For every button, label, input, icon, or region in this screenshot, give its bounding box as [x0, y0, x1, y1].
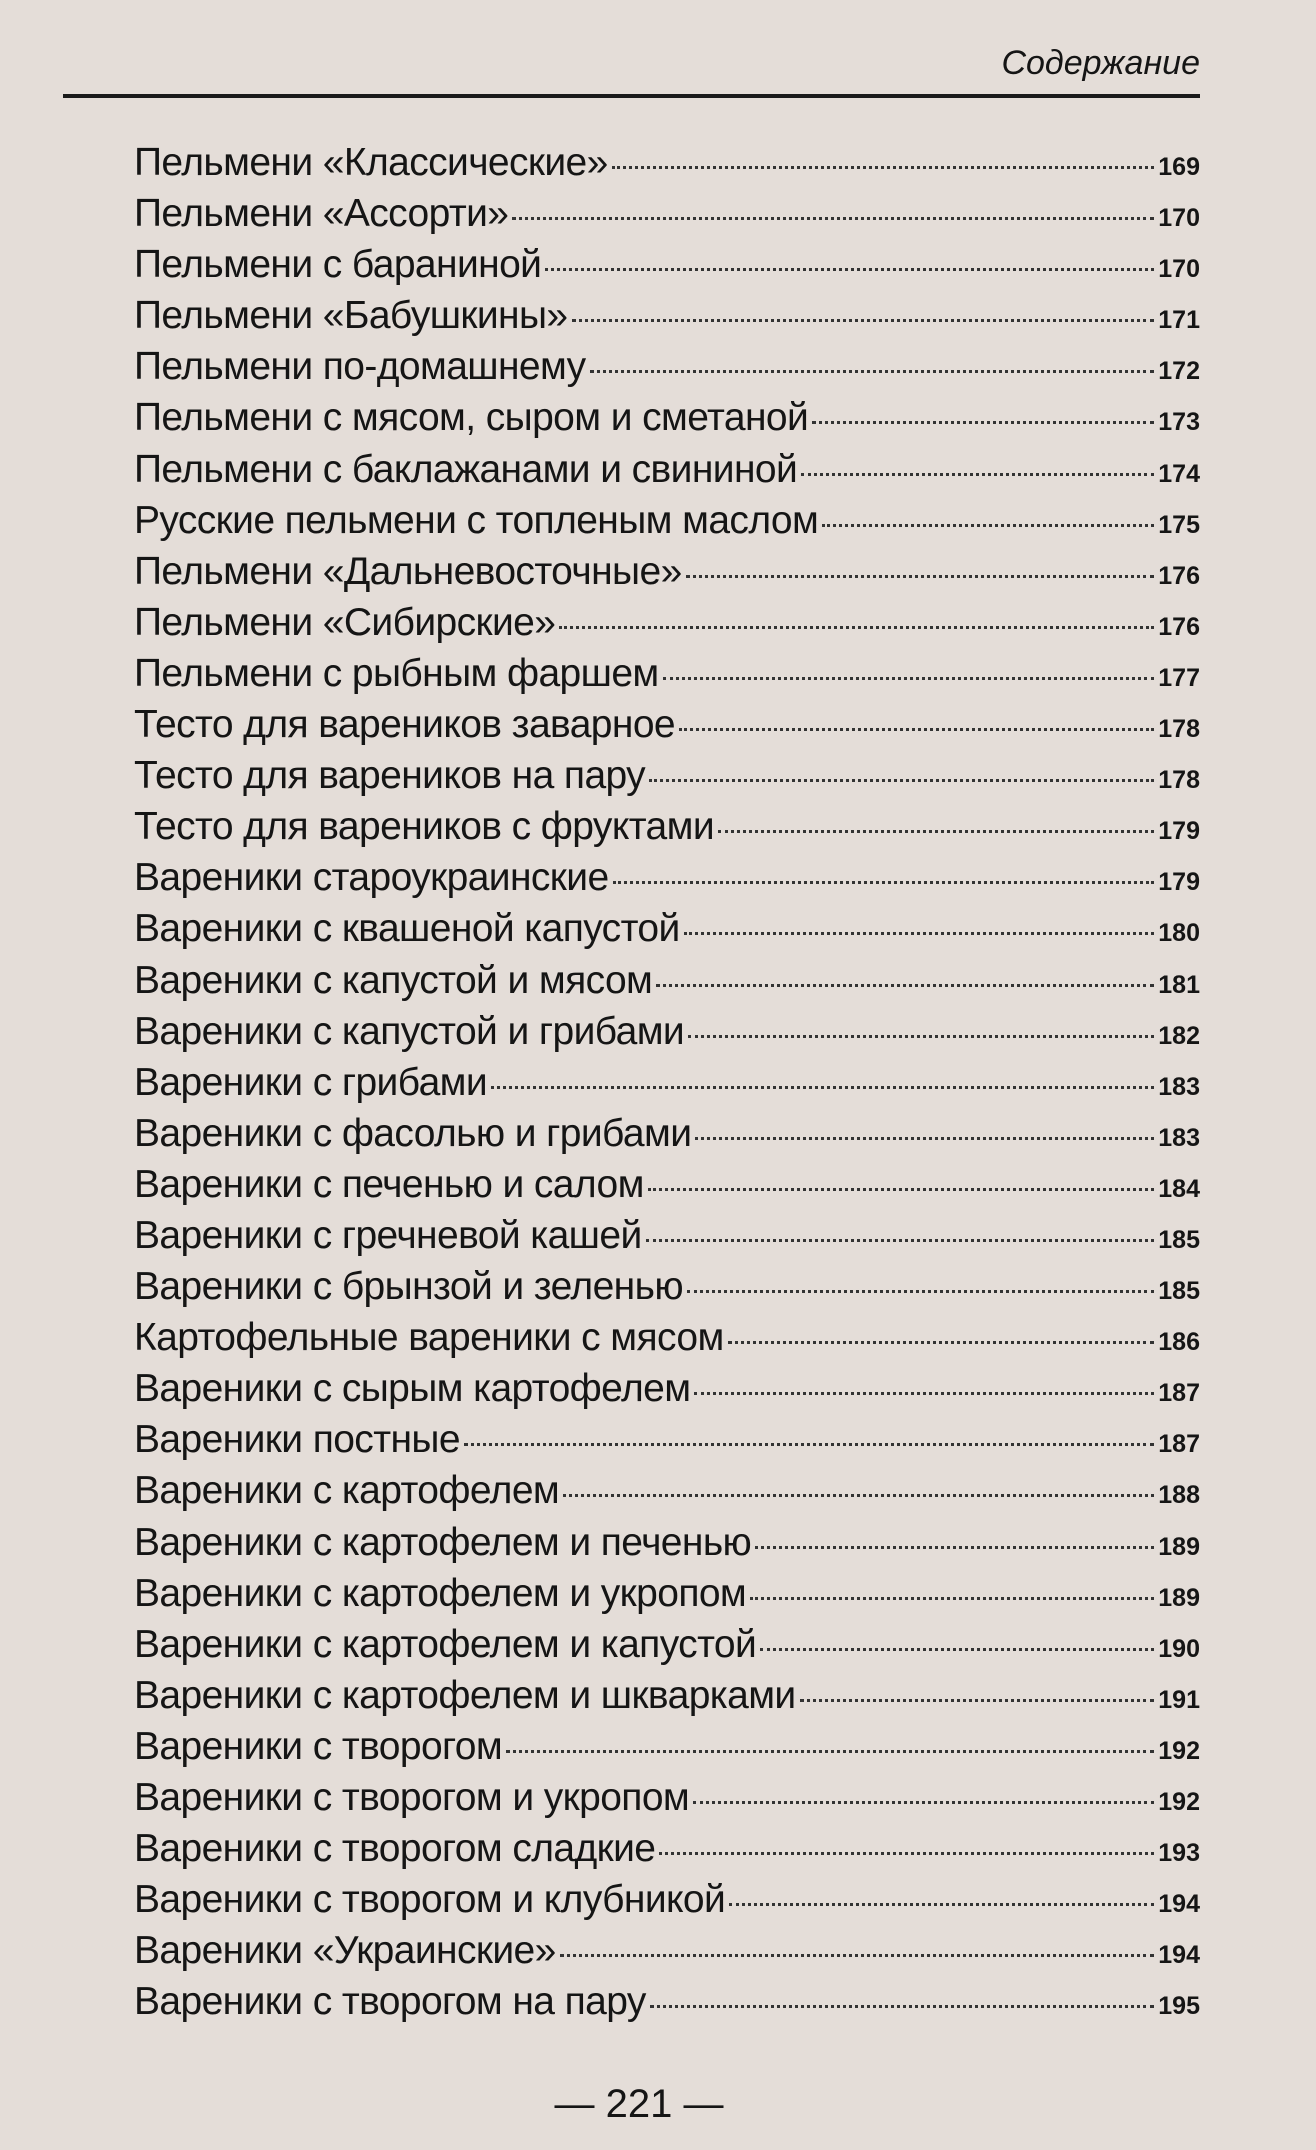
entry-title: Пельмени «Классические» — [134, 141, 608, 184]
entry-title: Вареники с творогом — [134, 1724, 503, 1768]
dot-leader — [663, 677, 1155, 680]
toc-entry — [134, 1823, 1200, 1874]
entry-page: 195 — [1158, 1992, 1200, 2021]
toc-entry — [134, 290, 1200, 341]
dot-leader — [649, 779, 1154, 782]
entry-title: Пельмени «Бабушкины» — [134, 294, 568, 338]
dot-leader — [684, 932, 1155, 935]
entry-title: Тесто для вареников на пару — [134, 754, 646, 798]
toc-entry — [134, 1721, 1200, 1772]
toc-entry — [134, 188, 1200, 239]
toc-entry — [134, 1874, 1200, 1925]
toc-entry — [134, 1159, 1200, 1210]
entry-title: Вареники с творогом и укропом — [134, 1776, 690, 1819]
entry-title: Вареники с картофелем — [134, 1469, 560, 1513]
entry-title: Картофельные вареники с мясом — [134, 1316, 724, 1360]
toc-entry — [134, 597, 1200, 648]
entry-page: 170 — [1158, 204, 1200, 233]
toc-entry — [134, 1465, 1200, 1516]
entry-page: 184 — [1158, 1174, 1200, 1203]
dot-leader — [688, 1035, 1154, 1038]
dot-leader — [656, 984, 1154, 987]
entry-title: Вареники с картофелем и шкварками — [134, 1673, 796, 1717]
toc-entry — [134, 444, 1200, 495]
dot-leader — [590, 370, 1155, 373]
entry-page: 192 — [1158, 1736, 1200, 1765]
dot-leader — [812, 421, 1154, 424]
entry-page: 175 — [1158, 510, 1200, 539]
entry-page: 192 — [1158, 1788, 1200, 1816]
entry-page: 182 — [1158, 1021, 1200, 1050]
dot-leader — [646, 1239, 1155, 1242]
entry-page: 176 — [1158, 561, 1200, 590]
entry-page: 186 — [1158, 1328, 1200, 1357]
toc-entry — [134, 1568, 1200, 1619]
entry-title: Вареники постные — [134, 1418, 460, 1462]
dot-leader — [801, 473, 1154, 476]
toc-entry — [134, 341, 1200, 392]
toc-entry — [134, 648, 1200, 699]
entry-title: Вареники староукраинские — [134, 856, 609, 900]
dot-leader — [612, 166, 1155, 169]
entry-title: Вареники с грибами — [134, 1060, 488, 1104]
entry-page: 180 — [1158, 919, 1200, 948]
entry-page: 189 — [1158, 1583, 1200, 1612]
entry-title: Пельмени с баклажанами и свининой — [134, 447, 798, 491]
toc-entry — [134, 1619, 1200, 1670]
entry-title: Пельмени «Сибирские» — [134, 600, 556, 644]
dot-leader — [695, 1137, 1154, 1140]
entry-page: 183 — [1158, 1072, 1200, 1101]
entry-page: 178 — [1158, 715, 1200, 744]
toc-entry — [134, 546, 1200, 597]
toc-entry — [134, 1210, 1200, 1261]
entry-title: Вареники с квашеной капустой — [134, 907, 680, 951]
entry-page: 169 — [1158, 153, 1200, 181]
entry-title: Вареники с творогом на пару — [134, 1980, 646, 2024]
entry-page: 183 — [1158, 1123, 1200, 1152]
toc-entry — [134, 852, 1200, 903]
dot-leader — [563, 1494, 1154, 1497]
entry-page: 173 — [1158, 408, 1200, 437]
page-number: — 221 — — [554, 2082, 724, 2126]
entry-page: 187 — [1158, 1430, 1200, 1459]
dot-leader — [686, 575, 1155, 578]
entry-title: Вареники с брынзой и зеленью — [134, 1265, 683, 1309]
toc-entry — [134, 239, 1200, 290]
entry-title: Вареники с фасолью и грибами — [134, 1111, 692, 1155]
dot-leader — [693, 1801, 1154, 1804]
toc-entry — [134, 1057, 1200, 1108]
entry-page: 170 — [1158, 255, 1200, 284]
entry-title: Вареники с гречневой кашей — [134, 1213, 642, 1257]
entry-page: 189 — [1158, 1532, 1200, 1561]
toc-entry — [134, 1363, 1200, 1414]
entry-title: Вареники с капустой и грибами — [134, 1009, 685, 1053]
dot-leader — [687, 1290, 1154, 1293]
dot-leader — [613, 881, 1155, 884]
entry-title: Тесто для вареников с фруктами — [134, 805, 715, 849]
entry-page: 179 — [1158, 868, 1200, 897]
dot-leader — [648, 1188, 1154, 1191]
dot-leader — [506, 1750, 1154, 1753]
dot-leader — [464, 1443, 1154, 1446]
toc-entry — [134, 750, 1200, 801]
entry-page: 190 — [1158, 1634, 1200, 1663]
toc-entry — [134, 699, 1200, 750]
toc-entry — [134, 495, 1200, 546]
entry-title: Пельмени «Ассорти» — [134, 192, 509, 236]
entry-page: 181 — [1158, 970, 1200, 999]
dot-leader — [679, 728, 1154, 731]
dot-leader — [729, 1903, 1154, 1906]
dot-leader — [572, 319, 1155, 322]
toc-entry — [134, 801, 1200, 852]
entry-page: 176 — [1158, 612, 1200, 641]
dot-leader — [728, 1341, 1155, 1344]
entry-page: 185 — [1158, 1277, 1200, 1306]
toc-entry — [134, 955, 1200, 1006]
entry-page: 194 — [1158, 1890, 1200, 1919]
entry-title: Вареники с печенью и салом — [134, 1162, 644, 1206]
entry-page: 188 — [1158, 1481, 1200, 1510]
entry-title: Тесто для вареников заварное — [134, 703, 676, 747]
dot-leader — [750, 1597, 1154, 1600]
dot-leader — [545, 268, 1154, 271]
toc-entry — [134, 392, 1200, 443]
toc-entry — [134, 1108, 1200, 1159]
header-rule — [63, 94, 1200, 98]
toc-entry — [134, 1976, 1200, 2027]
entry-title: Вареники с сырым картофелем — [134, 1367, 691, 1411]
entry-title: Вареники с творогом сладкие — [134, 1827, 656, 1871]
toc-entry — [134, 137, 1200, 188]
running-header: Содержание — [1001, 44, 1200, 82]
toc-entry — [134, 1414, 1200, 1465]
entry-title: Пельмени по-домашнему — [134, 345, 586, 389]
dot-leader — [755, 1546, 1154, 1549]
toc-entry — [134, 1312, 1200, 1363]
entry-page: 174 — [1158, 459, 1200, 488]
entry-title: Вареники «Украинские» — [134, 1929, 556, 1973]
dot-leader — [560, 1954, 1155, 1957]
entry-page: 191 — [1158, 1685, 1200, 1714]
table-of-contents — [134, 137, 1200, 2027]
entry-title: Вареники с картофелем и капустой — [134, 1622, 757, 1666]
entry-title: Русские пельмени с топленым маслом — [134, 498, 819, 542]
entry-page: 185 — [1158, 1225, 1200, 1254]
entry-title: Вареники с картофелем и печенью — [134, 1520, 752, 1564]
dot-leader — [718, 830, 1154, 833]
entry-title: Пельмени с мясом, сыром и сметаной — [134, 396, 809, 440]
toc-entry — [134, 1772, 1200, 1823]
dot-leader — [659, 1852, 1154, 1855]
dot-leader — [760, 1648, 1154, 1651]
entry-page: 177 — [1158, 663, 1200, 692]
entry-page: 194 — [1158, 1941, 1200, 1970]
dot-leader — [559, 626, 1154, 629]
toc-entry — [134, 1517, 1200, 1568]
entry-title: Пельмени с рыбным фаршем — [134, 651, 659, 695]
entry-page: 179 — [1158, 817, 1200, 846]
entry-title: Пельмени «Дальневосточные» — [134, 549, 682, 593]
toc-entry — [134, 1925, 1200, 1976]
entry-title: Вареники с картофелем и укропом — [134, 1571, 747, 1615]
dot-leader — [822, 524, 1154, 527]
dot-leader — [650, 2005, 1155, 2008]
dot-leader — [694, 1392, 1154, 1395]
entry-page: 178 — [1158, 766, 1200, 795]
dot-leader — [800, 1699, 1155, 1702]
toc-entry — [134, 903, 1200, 954]
entry-title: Вареники с творогом и клубникой — [134, 1878, 726, 1922]
toc-entry — [134, 1670, 1200, 1721]
dot-leader — [512, 217, 1154, 220]
toc-entry — [134, 1006, 1200, 1057]
toc-entry — [134, 1261, 1200, 1312]
entry-page: 187 — [1158, 1379, 1200, 1408]
entry-title: Вареники с капустой и мясом — [134, 958, 653, 1002]
dot-leader — [491, 1086, 1154, 1089]
entry-page: 193 — [1158, 1839, 1200, 1868]
entry-title: Пельмени с бараниной — [134, 243, 542, 287]
entry-page: 172 — [1158, 357, 1200, 386]
entry-page: 171 — [1158, 306, 1200, 335]
